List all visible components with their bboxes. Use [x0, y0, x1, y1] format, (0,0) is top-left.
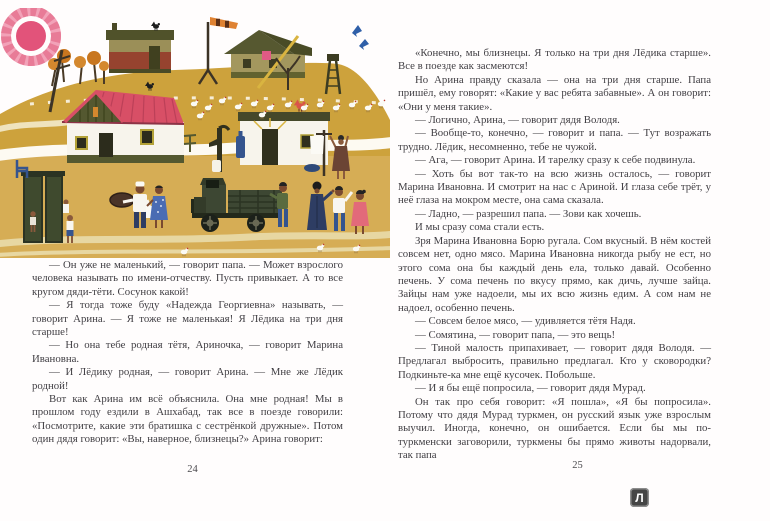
paragraph: — Совсем белое мясо, — удивляется тётя Надя. — [415, 315, 636, 328]
paragraph: Но Арина правду сказала — она на три дня старше. Папа пришёл, ему говорят: «Какие у вас ребята забавные». А он говорит: «Они у меня такие». — [398, 73, 711, 113]
paragraph: — Он уже не маленький, — говорит папа. — Может взрослого человека называть по имени-отчеству. Пусть привыкает. А то все кругом дяди-тёти. Сосунок какой! — [32, 259, 343, 298]
paragraph: — Логично, Арина, — говорит дядя Володя. — [415, 114, 620, 127]
paragraph: — И я бы ещё попросила, — говорит дядя Мурад. — [415, 382, 646, 395]
page-number-right: 25 — [572, 460, 583, 471]
paragraph: — Тиной малость припахивает, — говорит дядя Володя. — Предлагал выбросить, правильно предлагал. Кто у сковородки? Подкиньте-ка мне ещё кусочек. Побольше. — [398, 341, 711, 381]
page-right-text — [398, 47, 711, 463]
paragraph: И мы сразу сома стали есть. — [415, 221, 545, 234]
paragraph: — Я тогда тоже буду «Надежда Георгиевна» называть, — говорит Арина. — Я тоже не маленькая! Я Лёдика на три дня старше! — [32, 299, 343, 339]
paragraph: Вот как Арина им всё объяснила. Она мне родная! Мы в прошлом году ездили в Ашхабад, так все в поезде говорили: «Посмотрите, какие эти братишка с сестрёнкой дружные». Потом один дядя говорит: «Вы, наверное, близнецы?» Арина говорит: — [32, 393, 343, 446]
sun — [6, 11, 56, 61]
paragraph: — Ладно, — разрешил папа. — Зови как хочешь. — [415, 207, 642, 220]
paragraph: — Хоть бы вот так-то на всю жизнь осталось, — говорит Марина Ивановна. И смотрит на нас с Ариной. И глаза себе трёт, у неё глаза на мокром месте, она сама сказала. — [398, 167, 711, 207]
village-illustration — [0, 8, 390, 258]
paragraph: «Конечно, мы близнецы. Я только на три дня Лёдика старше». Все в поезде как засмеются! — [398, 47, 711, 73]
paragraph: — И Лёдику родная, — говорит Арина. — Мне же Лёдик родной! — [32, 366, 343, 392]
paragraph: — Но она тебе родная тётя, Ариночка, — говорит Марина Ивановна. — [32, 339, 343, 365]
labirint-logo-letter: Л — [635, 490, 644, 505]
rooster-icon — [151, 22, 160, 31]
page-number-left: 24 — [187, 464, 198, 475]
paragraph: — Ага, — говорит Арина. И тарелку сразу к себе подвинула. — [415, 154, 696, 167]
paragraph: Он так про себя говорит: «Я пошла», «Я бы попросила». Потому что дядя Мурад туркмен, он русский язык уже взрослым выучил. Иногда, конечно, он ошибается. Если бы мы по-туркменски заговорили, туркмены бы прямо животы надорвали, так папа — [398, 395, 711, 462]
paragraph: Зря Марина Ивановна Борю ругала. Сом вкусный. В нём костей совсем нет, одно мясо. Марина Ивановна никогда рыбу не ест, но этого сома она бы каждый день ела, только давай. Особенно печень. У сома печень по вкусу прямо, как дичь, лучше зайца. Зайцы нам уже надоели, мы их всю жизнь едим. А сом нам не надоел, особенно печень. — [398, 234, 711, 314]
paragraph: — Вообще-то, конечно, — говорит и папа. — Тут возражать трудно. Лёдик, несомненно, тебе не чужой. — [398, 127, 711, 153]
brick-house — [106, 22, 174, 74]
paragraph: — Сомятина, — говорит папа, — это вещь! — [415, 328, 616, 341]
bird-icon — [352, 25, 369, 50]
labirint-logo[interactable] — [630, 488, 649, 507]
page-left-text — [32, 259, 343, 447]
